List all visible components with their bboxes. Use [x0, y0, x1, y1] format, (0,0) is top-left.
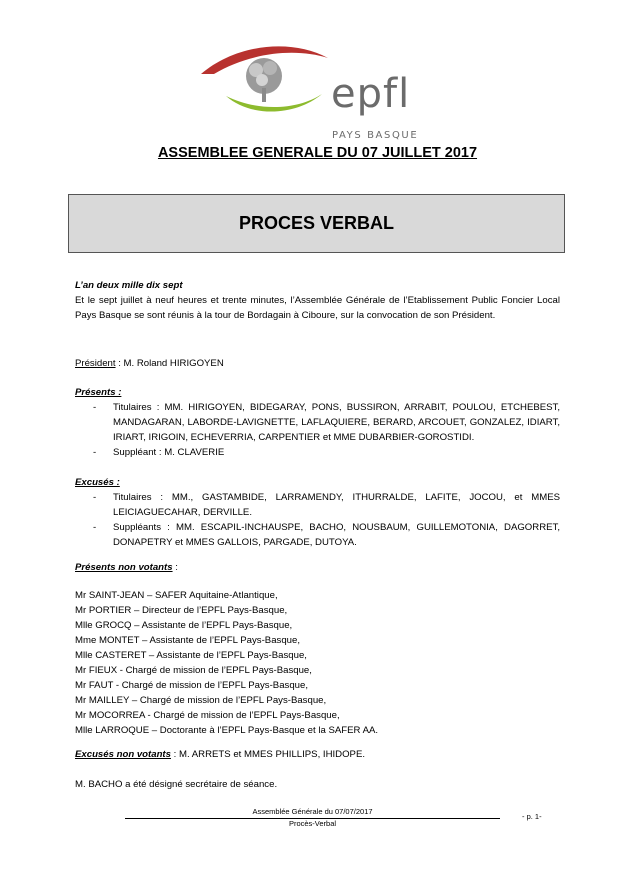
list-item: Mr FAUT - Chargé de mission de l’EPFL Pays-Basque, [75, 680, 309, 691]
intro-section [75, 278, 560, 323]
intro-heading: L’an deux mille dix sept [75, 280, 183, 291]
excuses-section [75, 475, 560, 550]
logo-emblem-icon [196, 36, 336, 120]
excuses-label: Excusés : [75, 477, 120, 488]
presents-label: Présents : [75, 387, 122, 398]
non-votants-suffix: : [172, 562, 178, 573]
excuses-non-votants-value: : M. ARRETS et MMES PHILLIPS, IHIDOPE. [170, 749, 366, 760]
list-item: Mlle GROCQ – Assistante de l’EPFL Pays-Basque, [75, 620, 293, 631]
excuses-non-votants-label: Excusés non votants [75, 749, 171, 760]
list-item: - Suppléants : MM. ESCAPIL-INCHAUSPE, BACHO, NOUSBAUM, GUILLEMOTONIA, DAGORRET, DONAPETRY et MMES GALLOIS, PARGADE, DUTOYA. [75, 520, 560, 550]
presents-section [75, 385, 560, 460]
epfl-logo [196, 36, 436, 141]
list-item: Mr FIEUX - Chargé de mission de l’EPFL Pays-Basque, [75, 665, 312, 676]
president-line [75, 356, 560, 371]
secretary-line: M. BACHO a été désigné secrétaire de séance. [75, 779, 278, 790]
list-item: Mr MOCORREA - Chargé de mission de l’EPFL Pays-Basque, [75, 710, 340, 721]
page-number: - p. 1- [522, 812, 542, 821]
list-item: Mme MONTET – Assistante de l’EPFL Pays-Basque, [75, 635, 301, 646]
list-item: Mlle CASTERET – Assistante de l’EPFL Pays-Basque, [75, 650, 307, 661]
footer-title: Assemblée Générale du 07/07/2017 [252, 807, 373, 816]
list-item: Mlle LARROQUE – Doctorante à l’EPFL Pays-Basque et la SAFER AA. [75, 725, 379, 736]
non-votants-section [75, 560, 560, 738]
list-item: - Titulaires : MM., GASTAMBIDE, LARRAMENDY, ITHURRALDE, LAFITE, JOCOU, et MMES LEICIAGUECAHAR, DERVILLE. [75, 490, 560, 520]
proces-verbal-box [68, 194, 565, 253]
footer-subtitle: Procès-Verbal [288, 819, 337, 828]
logo-wordmark: epfl [331, 71, 411, 117]
list-item: - Titulaires : MM. HIRIGOYEN, BIDEGARAY, PONS, BUSSIRON, ARRABIT, POULOU, ETCHEBEST, MANDAGARAN, LABORDE-LAVIGNETTE, LAFLAQUIERE, BERARD, ARCOUET, GONZALEZ, IDIART, IRIART, IRIGOIN, ECHEVERRIA, CARPENTIER et MME DUBARBIER-GOROSTIDI. [75, 400, 560, 445]
list-item: Mr PORTIER – Directeur de l’EPFL Pays-Basque, [75, 605, 288, 616]
meeting-title: ASSEMBLEE GENERALE DU 07 JUILLET 2017 [157, 145, 478, 161]
logo-subtitle: PAYS BASQUE [332, 130, 419, 141]
president-label: Président [75, 358, 116, 369]
president-value: : M. Roland HIRIGOYEN [115, 358, 224, 369]
non-votants-label: Présents non votants [75, 562, 173, 573]
proces-verbal-heading: PROCES VERBAL [238, 213, 395, 233]
excuses-non-votants-line [75, 747, 560, 762]
list-item: Mr MAILLEY – Chargé de mission de l’EPFL Pays-Basque, [75, 695, 327, 706]
intro-paragraph: Et le sept juillet à neuf heures et trente minutes, l’Assemblée Générale de l’Etablissement Public Foncier Local Pays Basque se sont réunis à la tour de Bordagain à Ciboure, sur la convocation de son Président. [75, 295, 560, 321]
list-item: - Suppléant : M. CLAVERIE [75, 445, 560, 460]
list-item: Mr SAINT-JEAN – SAFER Aquitaine-Atlantique, [75, 590, 278, 601]
